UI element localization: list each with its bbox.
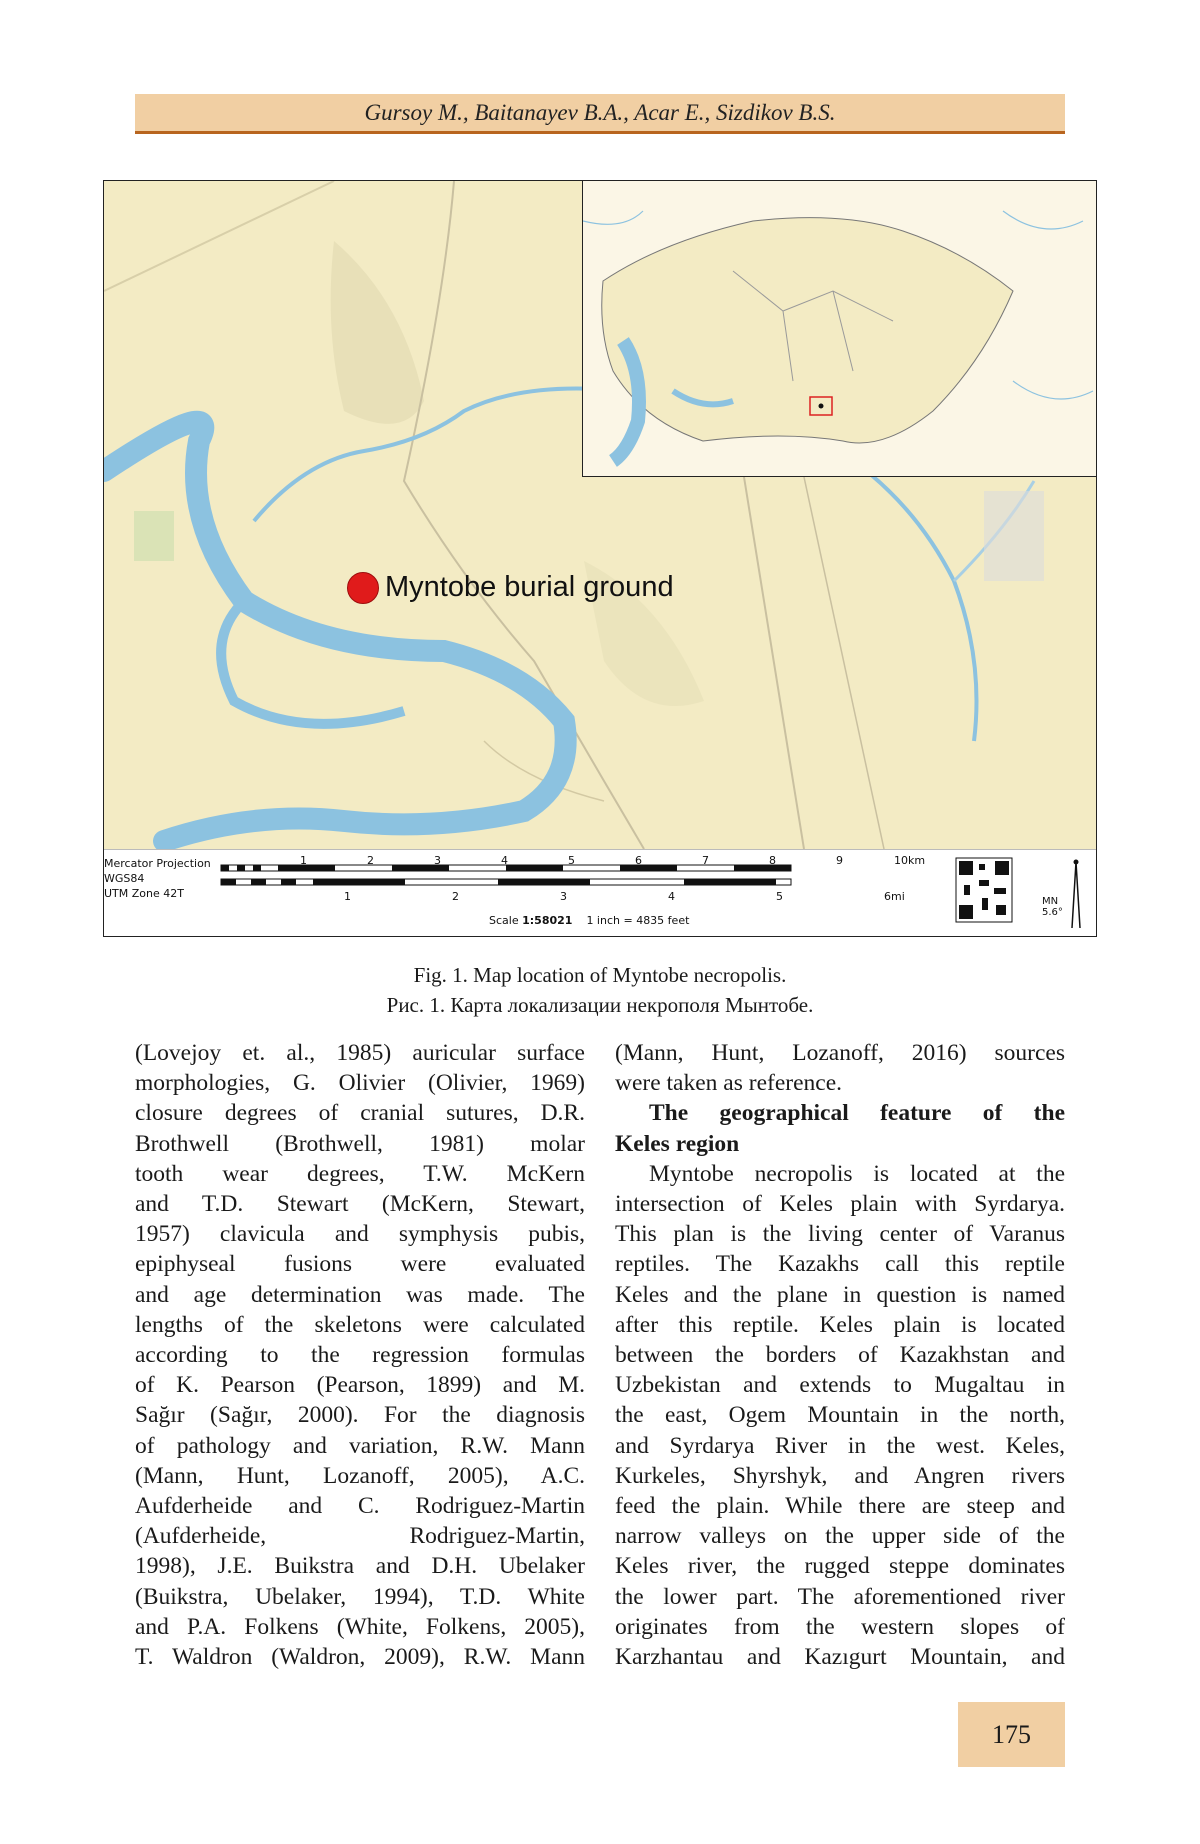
north-arrow-icon [1072,862,1080,928]
text-line: after this reptile. Keles plain is located [615,1311,1065,1338]
mi-tick: 1 [344,890,351,903]
overview-inset-map [582,181,1096,477]
text-line: Keles and the plane in question is named [615,1281,1065,1308]
section-heading: The geographical feature of the [649,1100,1065,1127]
location-dot-icon [347,572,379,604]
text-line: epiphyseal fusions were evaluated [135,1251,585,1278]
page-number: 175 [992,1719,1031,1749]
text-line: reptiles. The Kazakhs call this reptile [615,1251,1065,1278]
text-line: T. Waldron (Waldron, 2009), R.W. Mann [135,1644,585,1671]
text-line: (Mann, Hunt, Lozanoff, 2005), A.C. [135,1462,585,1489]
text-line: and age determination was made. The [135,1281,585,1308]
scale-value: 1:58021 [522,914,573,927]
text-line: intersection of Keles plain with Syrdarya. [615,1191,1065,1218]
text-line: Sağır (Sağır, 2000). For the diagnosis [135,1402,585,1429]
scale-text [489,914,689,927]
text-line: Kurkeles, Shyrshyk, and Angren rivers [615,1462,1065,1489]
text-line: (Buikstra, Ubelaker, 1994), T.D. White [135,1583,585,1610]
text-line: This plan is the living center of Varanus [615,1221,1065,1248]
km-tick: 9 [836,854,843,867]
scale-label: Scale [489,914,519,927]
text-line: Keles river, the rugged steppe dominates [615,1553,1065,1580]
km-tick: 8 [769,854,776,867]
text-line: (Mann, Hunt, Lozanoff, 2016) sources [615,1040,1065,1066]
text-line: the lower part. The aforementioned river [615,1583,1065,1610]
mn-label: MN [1042,896,1059,907]
text-line: originates from the western slopes of [615,1613,1065,1640]
magnetic-north [1042,896,1063,918]
declination-value: 5.6° [1042,907,1063,918]
text-line: were taken as reference. [615,1070,843,1097]
km-tick: 1 [300,854,307,867]
text-line: of pathology and variation, R.W. Mann [135,1432,585,1459]
km-tick: 3 [434,854,441,867]
location-map [103,180,1097,937]
page-number-box [958,1702,1065,1767]
mi-tick: 2 [452,890,459,903]
projection-line: Mercator Projection [104,857,211,870]
text-line: tooth wear degrees, T.W. McKern [135,1160,585,1187]
text-line: closure degrees of cranial sutures, D.R. [135,1100,585,1127]
km-tick: 7 [702,854,709,867]
figure-caption-ru: Рис. 1. Карта локализации некрополя Мынтобе. [386,993,814,1017]
mi-tick: 3 [560,890,567,903]
inch-equivalence: 1 inch = 4835 feet [586,914,690,927]
km-tick: 4 [501,854,508,867]
km-tick: 2 [367,854,374,867]
km-tick: 5 [568,854,575,867]
running-header [135,94,1065,134]
text-line: Uzbekistan and extends to Mugaltau in [615,1372,1065,1399]
km-tick: 6 [635,854,642,867]
mi-tick: 5 [776,890,783,903]
left-column [135,1038,585,1672]
km-tick: 10km [894,854,926,867]
zone-line: UTM Zone 42T [104,887,184,900]
text-line: and P.A. Folkens (White, Folkens, 2005), [135,1613,585,1640]
text-line: between the borders of Kazakhstan and [615,1342,1065,1369]
datum-line: WGS84 [104,872,145,885]
text-line: of K. Pearson (Pearson, 1899) and M. [135,1372,585,1399]
mi-tick: 4 [668,890,675,903]
text-line: the east, Ogem Mountain in the north, [615,1402,1065,1429]
section-heading: Keles region [615,1130,740,1157]
text-line: and Syrdarya River in the west. Keles, [615,1432,1065,1459]
text-line: 1957) clavicula and symphysis pubis, [135,1221,585,1248]
mi-tick: 6mi [884,890,905,903]
burial-ground-marker [347,571,674,604]
text-line: Brothwell (Brothwell, 1981) molar [135,1130,585,1157]
text-line: (Aufderheide, Rodriguez-Martin, [135,1523,585,1550]
text-line: lengths of the skeletons were calculated [135,1311,585,1338]
text-line: according to the regression formulas [135,1342,585,1369]
text-line: morphologies, G. Olivier (Olivier, 1969) [135,1070,585,1097]
text-line: and T.D. Stewart (McKern, Stewart, [135,1191,585,1218]
text-line: Karzhantau and Kazıgurt Mountain, and [615,1644,1065,1671]
inset-svg [583,181,1096,477]
text-line: feed the plain. While there are steep and [615,1493,1065,1520]
text-line: (Lovejoy et. al., 1985) auricular surface [135,1040,585,1066]
marker-label: Myntobe burial ground [385,571,674,603]
text-line: narrow valleys on the upper side of the [615,1523,1065,1550]
text-line: Aufderheide and C. Rodriguez-Martin [135,1493,585,1520]
text-line: 1998), J.E. Buikstra and D.H. Ubelaker [135,1553,585,1580]
text-line: Myntobe necropolis is located at the [649,1160,1065,1187]
map-legend [104,849,1096,937]
right-column [615,1038,1065,1672]
figure-caption-en: Fig. 1. Map location of Myntobe necropolis. [413,963,787,987]
header-authors: Gursoy M., Baitanayev B.A., Acar E., Sizdikov B.S. [364,99,836,125]
